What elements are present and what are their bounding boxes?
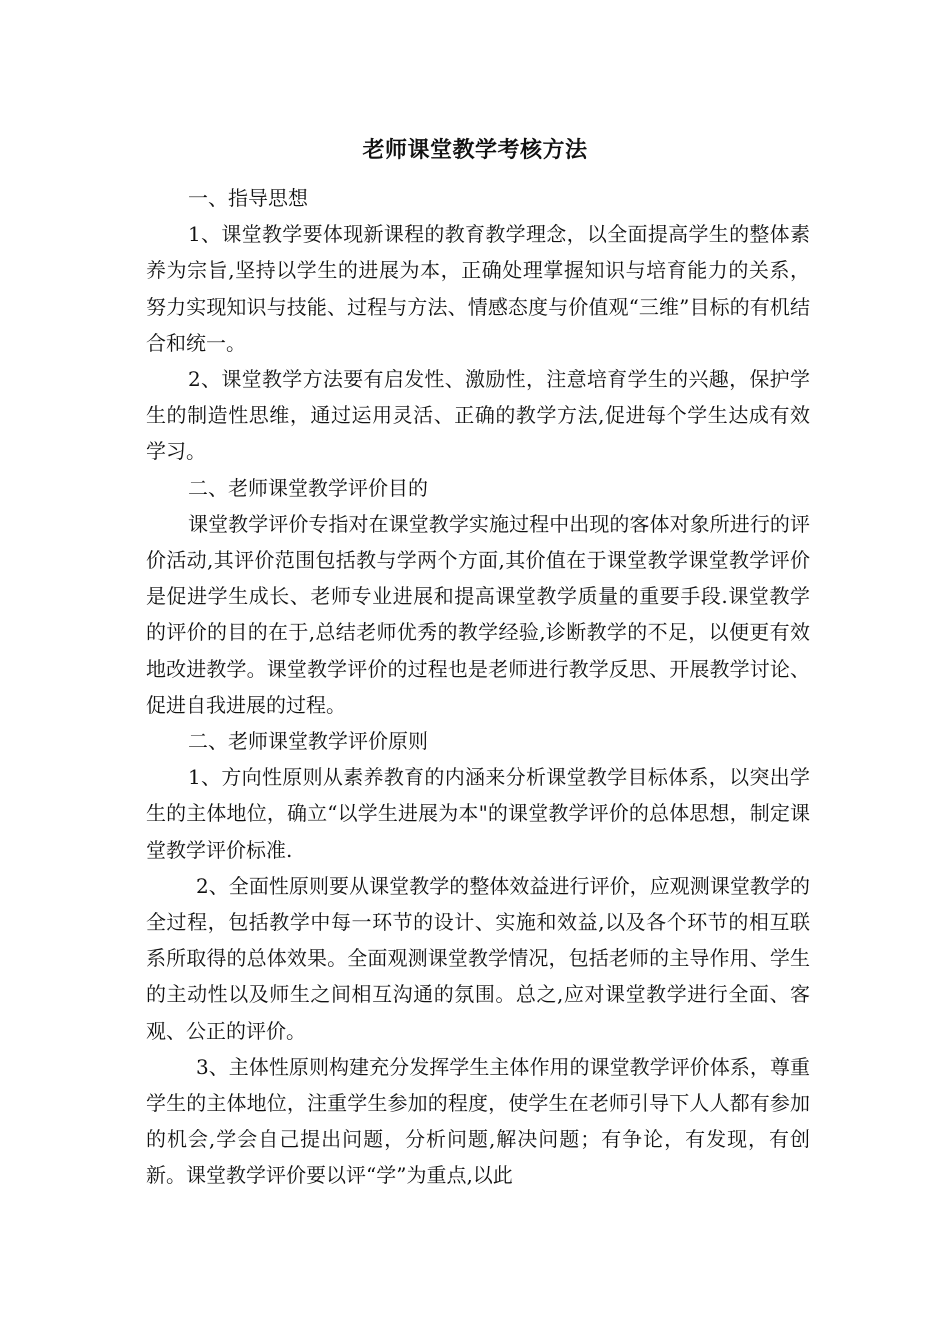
section-heading-evaluation-purpose: 二、老师课堂教学评价目的 [188, 475, 428, 500]
paragraph: 2、全面性原则要从课堂教学的整体效益进行评价，应观测课堂教学的全过程，包括教学中每一环节的设计、实施和效益,以及各个环节的相互联系所取得的总体效果。全面观测课堂教学情况，包括老师的主导作用、学生的主动性以及师生之间相互沟通的氛围。总之,应对课堂教学进行全面、客观、公正的评价。 [146, 873, 810, 1043]
paragraph: 2、课堂教学方法要有启发性、激励性，注意培育学生的兴趣，保护学生的制造性思维，通过运用灵活、正确的教学方法,促进每个学生达成有效学习。 [146, 367, 810, 464]
paragraph: 3、主体性原则构建充分发挥学生主体作用的课堂教学评价体系，尊重学生的主体地位，注重学生参加的程度，使学生在老师引导下人人都有参加的机会,学会自己提出问题，分析问题,解决问题；有争论，有发现，有创新。课堂教学评价要以评“学”为重点,以此 [146, 1054, 810, 1188]
section-heading-evaluation-principles: 二、老师课堂教学评价原则 [188, 729, 428, 754]
document-title: 老师课堂教学考核方法 [362, 137, 588, 163]
paragraph: 1、课堂教学要体现新课程的教育教学理念，以全面提高学生的整体素养为宗旨,坚持以学生的进展为本，正确处理掌握知识与培育能力的关系，努力实现知识与技能、过程与方法、情感态度与价值观“三维”目标的有机结合和统一。 [146, 222, 810, 355]
paragraph: 课堂教学评价专指对在课堂教学实施过程中出现的客体对象所进行的评价活动,其评价范围包括教与学两个方面,其价值在于课堂教学课堂教学评价是促进学生成长、老师专业进展和提高课堂教学质量的重要手段.课堂教学的评价的目的在于,总结老师优秀的教学经验,诊断教学的不足，以便更有效地改进教学。课堂教学评价的过程也是老师进行教学反思、开展教学讨论、促进自我进展的过程。 [146, 511, 810, 717]
document-body [146, 180, 810, 1194]
paragraph: 1、方向性原则从素养教育的内涵来分析课堂教学目标体系，以突出学生的主体地位，确立“以学生进展为本"的课堂教学评价的总体思想，制定课堂教学评价标准. [146, 765, 810, 862]
section-heading-guiding-ideology: 一、指导思想 [188, 186, 308, 210]
